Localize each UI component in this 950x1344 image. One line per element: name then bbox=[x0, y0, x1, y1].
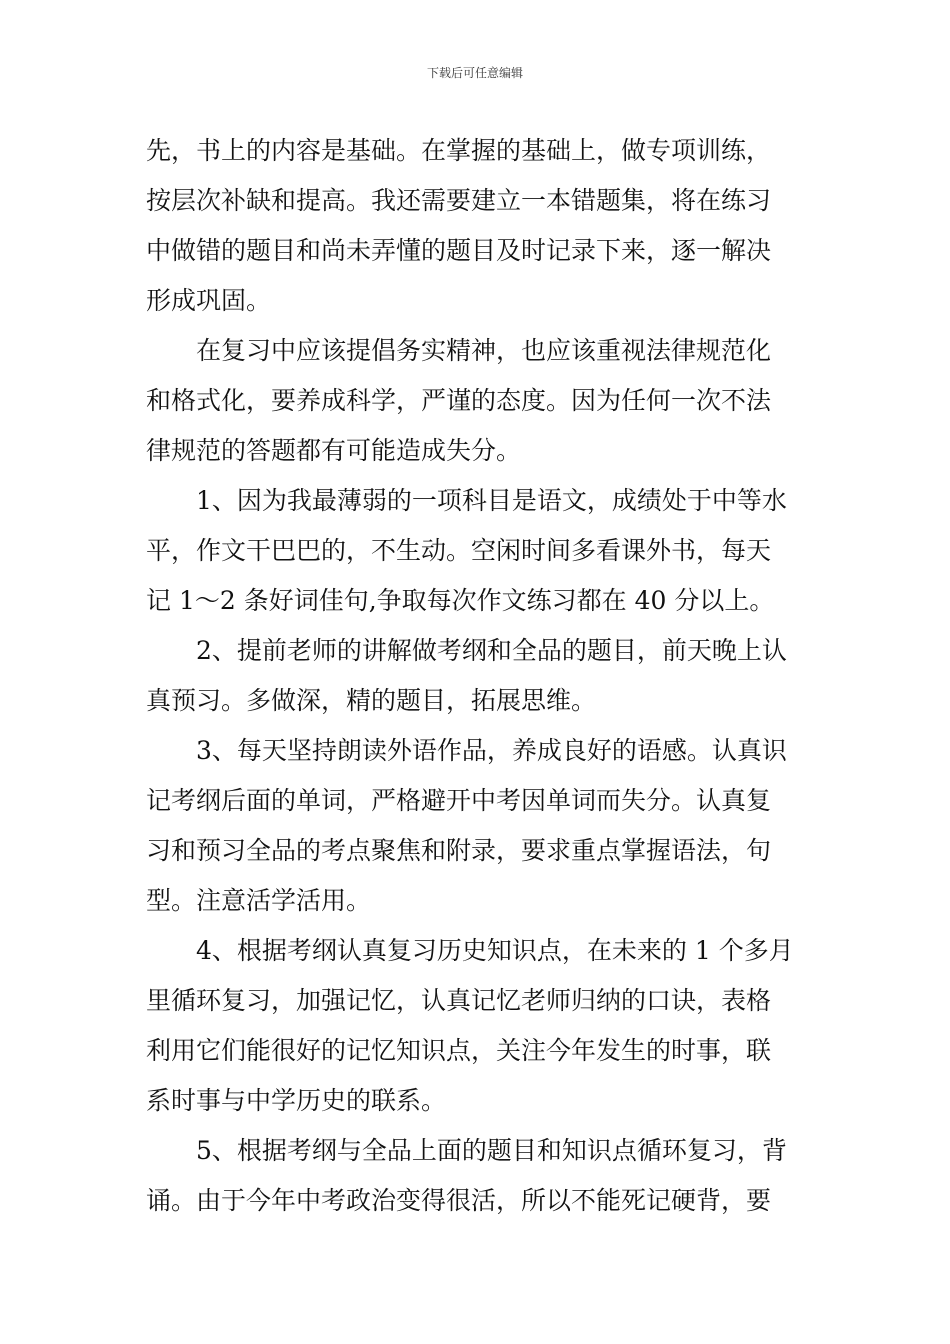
text-line: 习和预习全品的考点聚焦和附录，要求重点掌握语法，句 bbox=[146, 836, 772, 865]
text-line: 平，作文干巴巴的，不生动。空闲时间多看课外书，每天 bbox=[146, 536, 772, 565]
paragraph-continuation bbox=[146, 126, 810, 326]
page-header: 下载后可任意编辑 bbox=[426, 66, 523, 80]
text-line: 按层次补缺和提高。我还需要建立一本错题集，将在练习 bbox=[146, 186, 772, 215]
text-line: 记考纲后面的单词，严格避开中考因单词而失分。认真复 bbox=[146, 786, 772, 815]
paragraph-item-1 bbox=[146, 476, 810, 626]
text-line: 记 1～2 条好词佳句,争取每次作文练习都在 40 分以上。 bbox=[146, 586, 775, 615]
paragraph-item-2 bbox=[146, 626, 810, 726]
paragraph-item-3 bbox=[146, 726, 810, 926]
text-line: 和格式化，要养成科学，严谨的态度。因为任何一次不法 bbox=[146, 386, 772, 415]
text-line: 先，书上的内容是基础。在掌握的基础上，做专项训练， bbox=[146, 136, 772, 165]
paragraph-practical-spirit bbox=[146, 326, 810, 476]
text-line: 律规范的答题都有可能造成失分。 bbox=[146, 436, 522, 465]
paragraph-item-4 bbox=[146, 926, 810, 1126]
text-line: 中做错的题目和尚未弄懂的题目及时记录下来，逐一解决 bbox=[146, 236, 772, 265]
text-line: 1、因为我最薄弱的一项科目是语文，成绩处于中等水 bbox=[146, 486, 787, 515]
text-line: 真预习。多做深，精的题目，拓展思维。 bbox=[146, 686, 597, 715]
text-line: 型。注意活学活用。 bbox=[146, 886, 372, 915]
text-line: 在复习中应该提倡务实精神，也应该重视法律规范化 bbox=[146, 336, 772, 365]
text-line: 4、根据考纲认真复习历史知识点，在未来的 1 个多月 bbox=[146, 936, 794, 965]
text-line: 3、每天坚持朗读外语作品，养成良好的语感。认真识 bbox=[146, 736, 787, 765]
text-line: 形成巩固。 bbox=[146, 286, 272, 315]
document-body bbox=[146, 126, 810, 1226]
text-line: 里循环复习，加强记忆，认真记忆老师归纳的口诀，表格 bbox=[146, 986, 772, 1015]
text-line: 2、提前老师的讲解做考纲和全品的题目，前天晚上认 bbox=[146, 636, 787, 665]
text-line: 诵。由于今年中考政治变得很活，所以不能死记硬背，要 bbox=[146, 1186, 772, 1215]
text-line: 系时事与中学历史的联系。 bbox=[146, 1086, 447, 1115]
text-line: 利用它们能很好的记忆知识点，关注今年发生的时事，联 bbox=[146, 1036, 772, 1065]
text-line: 5、根据考纲与全品上面的题目和知识点循环复习，背 bbox=[146, 1136, 787, 1165]
paragraph-item-5 bbox=[146, 1126, 810, 1226]
